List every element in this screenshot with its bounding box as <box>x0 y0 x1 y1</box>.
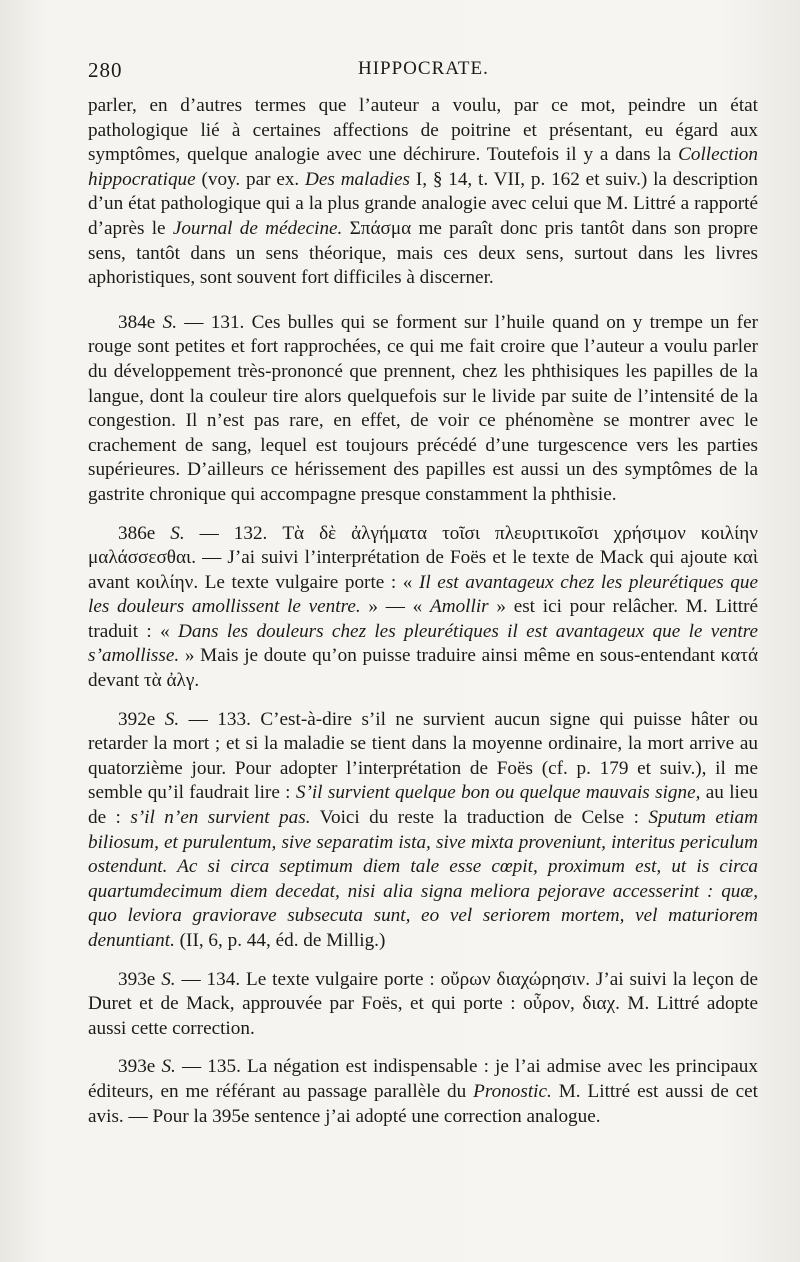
text-run: » — « <box>360 596 430 618</box>
text-run: M. Littré est aussi de cet avis. — Pour la 395e sentence j’ai adopté une correction analogue. <box>88 1080 758 1127</box>
text-run: 393e <box>118 1056 162 1078</box>
text-run: — 131. Ces bulles qui se forment sur l’huile quand on y trempe un fer rouge sont petites et fort rapprochées, ce qui me fait croire que l’auteur a voulu parler du développement très-prononcé que prennent, chez les phthisiques les papilles de la langue, dont la couleur tire alors quelquefois sur le livide par suite de l’intensité de la congestion. Il n’est pas rare, en effet, de voir ce phénomène se montrer avec le crachement de sang, lequel est toujours précédé d’une turgescence vers les parties supérieures. D’ailleurs ce hérissement des papilles est aussi un des symptômes de la gastrite chronique qui accompagne presque constamment la phthisie. <box>88 311 758 505</box>
italic-run: Dans les douleurs chez les pleurétiques il est avantageux que le ventre s’amollisse. <box>88 620 758 667</box>
italic-run: Il est avantageux chez les pleurétiques que les douleurs amollissent le ventre. <box>88 571 758 618</box>
italic-run: s’il n’en survient pas. <box>130 807 311 829</box>
text-run: au lieu de : <box>88 782 758 829</box>
text-run: I, § 14, t. VII, p. 162 et suiv.) la description d’un état pathologique qui a la plus grande analogie avec celui que M. Littré a rapporté d’après le <box>88 168 758 239</box>
italic-run: Des maladies <box>305 168 410 190</box>
text-run: » Mais je doute qu’on puisse traduire ainsi même en sous-entendant κατά devant τὰ ἀλγ. <box>88 645 758 692</box>
text-run: 392e <box>118 708 165 730</box>
text-run: 393e <box>118 968 162 990</box>
text-run: — 135. La négation est indispensable : je l’ai admise avec les principaux éditeurs, en me référant au passage parallèle du <box>88 1056 758 1102</box>
continuation-paragraph <box>88 94 758 291</box>
note-135 <box>88 1055 758 1129</box>
note-133 <box>88 708 758 954</box>
italic-run: Journal de médecine. <box>172 217 343 239</box>
italic-run: Collection hippocratique <box>88 144 758 190</box>
page-body <box>88 94 758 1143</box>
italic-run: S. <box>161 1056 176 1078</box>
italic-run: Sputum etiam biliosum, et purulentum, sive separatim ista, sive mixta proveniunt, interitus periculum ostendunt. Ac si circa septimum diem tale esse cœpit, proximum est, ut is circa quartumdecimum diem decedat, nisi alia signa meliora pejorave accesserint : quæ, quo leviora graviorave subsecuta sunt, eo vel seriorem mortem, vel maturiorem denuntiant. <box>88 807 758 951</box>
text-run: (voy. par ex. <box>195 168 306 190</box>
text-run: Σπάσμα me paraît donc pris tantôt dans son propre sens, tantôt dans un sens théorique, mais ces deux sens, surtout dans les livres aphoristiques, sont souvent fort difficiles à discerner. <box>88 217 758 289</box>
page-header <box>88 58 758 86</box>
text-run: (II, 6, p. 44, éd. de Millig.) <box>174 930 386 951</box>
text-run: 386e <box>118 522 171 544</box>
text-run: — 134. Le texte vulgaire porte : οὔρων διαχώρησιν. J’ai suivi la leçon de Duret et de Mack, approuvée par Foës, et qui porte : οὖρον, διαχ. M. Littré adopte aussi cette correction. <box>88 968 758 1039</box>
text-run: — 133. C’est-à-dire s’il ne survient aucun signe qui puisse hâter ou retarder la mort ; et si la maladie se tient dans la moyenne ordinaire, la mort arrive au quatorzième jour. Pour adopter l’interprétation de Foës (cf. p. 179 et suiv.), il me semble qu’il faudrait lire : <box>88 708 758 804</box>
running-title: HIPPOCRATE. <box>358 58 489 79</box>
italic-run: Pronostic. <box>473 1080 552 1102</box>
italic-run: S. <box>162 311 177 333</box>
page-number: 280 <box>88 58 123 82</box>
italic-run: S. <box>161 968 176 990</box>
text-run: parler, en d’autres termes que l’auteur a voulu, par ce mot, peindre un état pathologique lié à certaines affections de poitrine et présentant, eu égard aux symptômes, quelque analogie avec une déchirure. Toutefois il y a dans la <box>88 95 758 166</box>
note-134 <box>88 968 758 1042</box>
note-132 <box>88 522 758 694</box>
text-run: — 132. Τὰ δὲ ἀλγήματα τοῖσι πλευριτικοῖσι χρήσιμον κοιλίην μαλάσσεσθαι. — J’ai suivi l’interprétation de Foës et le texte de Mack qui ajoute καὶ avant κοιλίην. Le texte vulgaire porte : « <box>88 522 758 593</box>
note-131 <box>88 311 758 508</box>
text-run: Voici du reste la traduction de Celse : <box>310 807 649 829</box>
italic-run: Amollir <box>430 596 489 618</box>
text-run: 384e <box>118 311 163 333</box>
text-run: » est ici pour relâcher. M. Littré traduit : « <box>88 596 758 642</box>
italic-run: S. <box>164 708 180 730</box>
italic-run: S’il survient quelque bon ou quelque mauvais signe, <box>295 782 701 804</box>
italic-run: S. <box>170 522 185 544</box>
